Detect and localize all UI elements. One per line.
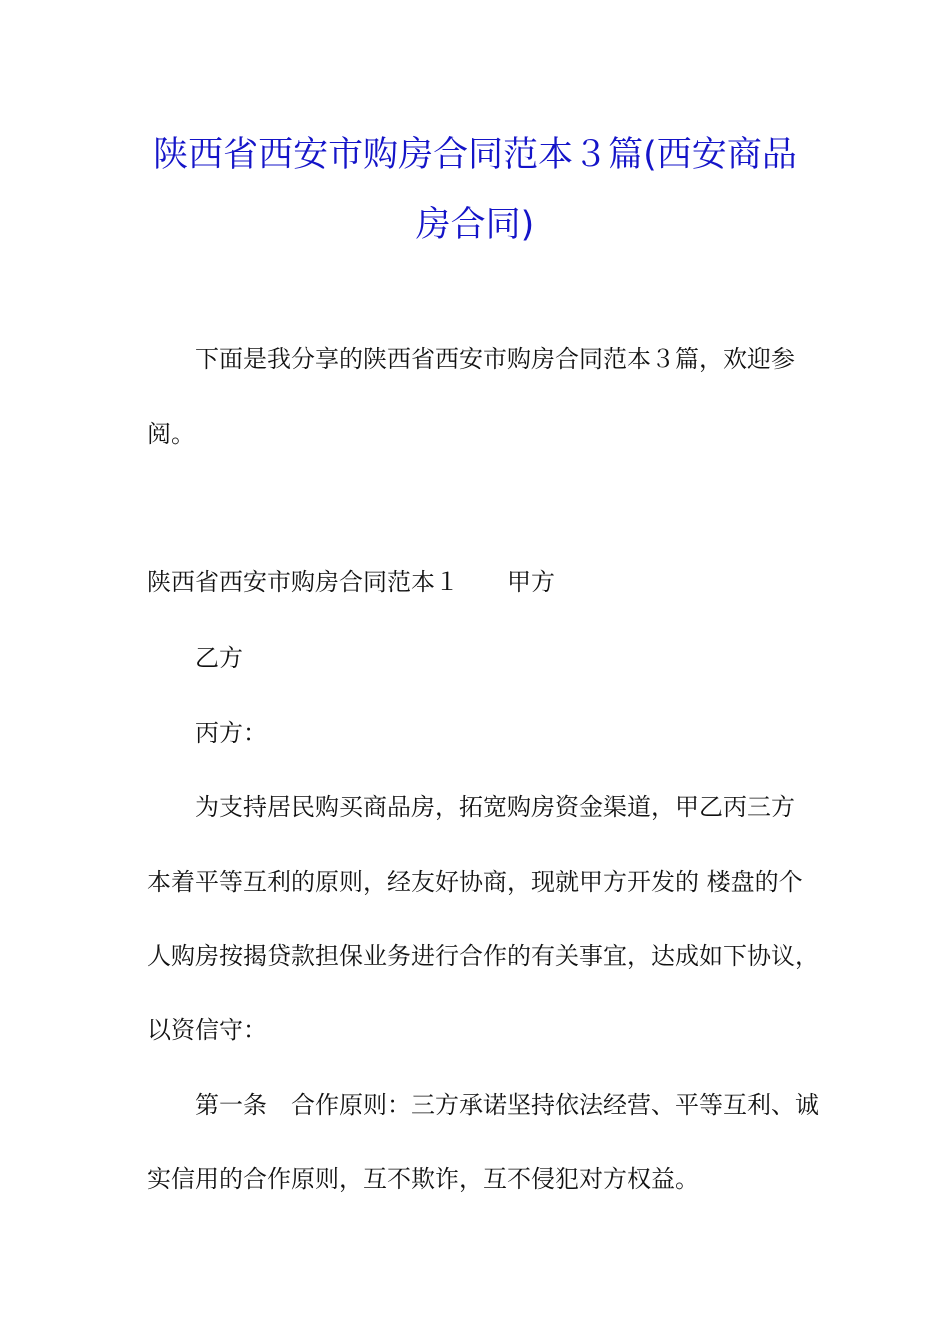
intro-line-1: 下面是我分享的陕西省西安市购房合同范本３篇，欢迎参 xyxy=(195,345,795,373)
paragraph-1-line-2: 本着平等互利的原则，经友好协商，现就甲方开发的 楼盘的个 xyxy=(147,868,803,896)
document-title-line-1: 陕西省西安市购房合同范本３篇(西安商品 xyxy=(153,135,797,175)
party-c-label: 丙方： xyxy=(195,719,267,747)
paragraph-1-line-3: 人购房按揭贷款担保业务进行合作的有关事宜，达成如下协议， xyxy=(147,942,819,970)
intro-line-2: 阅。 xyxy=(147,420,195,448)
paragraph-1-line-4: 以资信守： xyxy=(147,1016,267,1044)
section-1-heading: 陕西省西安市购房合同范本１ 甲方 xyxy=(147,568,555,596)
article-1-line-1: 第一条 合作原则：三方承诺坚持依法经营、平等互利、诚 xyxy=(195,1091,819,1119)
article-1-line-2: 实信用的合作原则，互不欺诈，互不侵犯对方权益。 xyxy=(147,1165,699,1193)
document-title-line-2: 房合同) xyxy=(415,205,535,245)
party-b-label: 乙方 xyxy=(195,644,243,672)
paragraph-1-line-1: 为支持居民购买商品房，拓宽购房资金渠道，甲乙丙三方 xyxy=(195,793,795,821)
